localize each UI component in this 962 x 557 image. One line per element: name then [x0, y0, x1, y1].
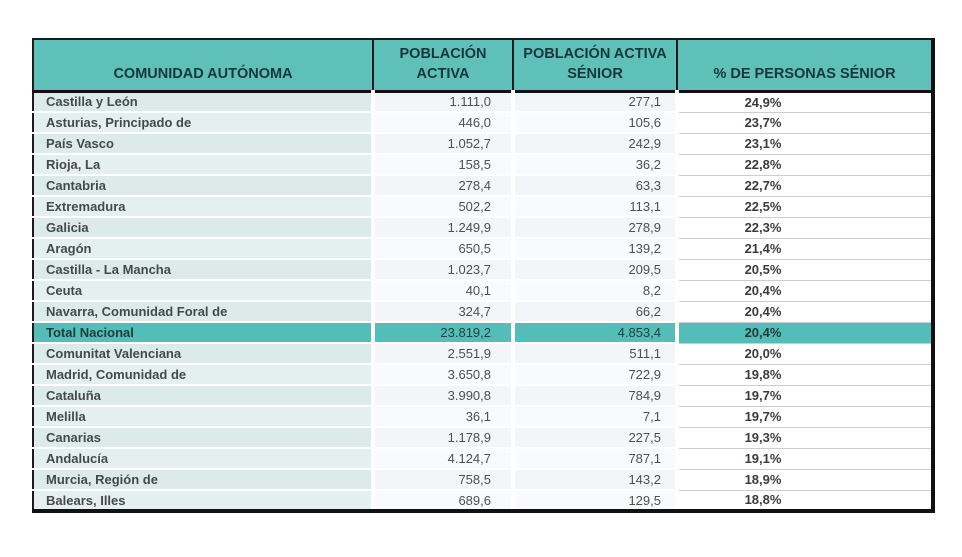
table-row [33, 490, 933, 511]
cell-pct-personas-senior: 19,8% [677, 364, 933, 385]
table-row [33, 238, 933, 259]
cell-poblacion-activa: 4.124,7 [373, 448, 513, 469]
cell-poblacion-activa-senior: 277,1 [513, 91, 677, 112]
col-header-comunidad-autonoma: COMUNIDAD AUTÓNOMA [33, 39, 373, 91]
cell-poblacion-activa-senior: 139,2 [513, 238, 677, 259]
col-header-poblacion-activa: POBLACIÓN ACTIVA [373, 39, 513, 91]
cell-pct-personas-senior: 19,3% [677, 427, 933, 448]
population-table [32, 38, 935, 513]
cell-comunidad: Castilla - La Mancha [33, 259, 373, 280]
cell-poblacion-activa-senior: 511,1 [513, 343, 677, 364]
cell-comunidad: Murcia, Región de [33, 469, 373, 490]
cell-comunidad: Cantabria [33, 175, 373, 196]
cell-poblacion-activa: 158,5 [373, 154, 513, 175]
cell-poblacion-activa-senior: 63,3 [513, 175, 677, 196]
cell-poblacion-activa: 1.178,9 [373, 427, 513, 448]
cell-pct-personas-senior: 20,4% [677, 322, 933, 343]
cell-pct-personas-senior: 23,1% [677, 133, 933, 154]
cell-poblacion-activa-senior: 7,1 [513, 406, 677, 427]
cell-poblacion-activa-senior: 722,9 [513, 364, 677, 385]
cell-poblacion-activa: 502,2 [373, 196, 513, 217]
cell-comunidad: Navarra, Comunidad Foral de [33, 301, 373, 322]
table-row [33, 469, 933, 490]
cell-comunidad: Comunitat Valenciana [33, 343, 373, 364]
cell-pct-personas-senior: 21,4% [677, 238, 933, 259]
cell-comunidad: Andalucía [33, 448, 373, 469]
cell-pct-personas-senior: 19,7% [677, 385, 933, 406]
cell-comunidad: Rioja, La [33, 154, 373, 175]
cell-pct-personas-senior: 18,9% [677, 469, 933, 490]
cell-poblacion-activa-senior: 36,2 [513, 154, 677, 175]
cell-comunidad: Ceuta [33, 280, 373, 301]
table-header [33, 39, 933, 91]
cell-poblacion-activa-senior: 787,1 [513, 448, 677, 469]
cell-poblacion-activa-senior: 129,5 [513, 490, 677, 511]
cell-pct-personas-senior: 23,7% [677, 112, 933, 133]
cell-poblacion-activa-senior: 227,5 [513, 427, 677, 448]
table-body [33, 91, 933, 511]
col-header-pct-personas-senior: % DE PERSONAS SÉNIOR [677, 39, 933, 91]
cell-poblacion-activa-senior: 105,6 [513, 112, 677, 133]
cell-poblacion-activa: 446,0 [373, 112, 513, 133]
table-row [33, 301, 933, 322]
cell-poblacion-activa: 650,5 [373, 238, 513, 259]
cell-poblacion-activa: 689,6 [373, 490, 513, 511]
cell-poblacion-activa-senior: 209,5 [513, 259, 677, 280]
cell-comunidad: Asturias, Principado de [33, 112, 373, 133]
table-row [33, 364, 933, 385]
table-row [33, 427, 933, 448]
cell-poblacion-activa: 3.990,8 [373, 385, 513, 406]
table-row [33, 133, 933, 154]
header-row [33, 39, 933, 91]
cell-poblacion-activa: 3.650,8 [373, 364, 513, 385]
cell-poblacion-activa: 40,1 [373, 280, 513, 301]
cell-pct-personas-senior: 19,1% [677, 448, 933, 469]
cell-poblacion-activa-senior: 278,9 [513, 217, 677, 238]
cell-poblacion-activa: 1.052,7 [373, 133, 513, 154]
cell-comunidad: Galicia [33, 217, 373, 238]
table-row [33, 217, 933, 238]
cell-comunidad: Madrid, Comunidad de [33, 364, 373, 385]
table-row [33, 448, 933, 469]
cell-poblacion-activa-senior: 8,2 [513, 280, 677, 301]
cell-comunidad: Canarias [33, 427, 373, 448]
total-row [33, 322, 933, 343]
table-row [33, 91, 933, 112]
table-row [33, 112, 933, 133]
cell-comunidad: Aragón [33, 238, 373, 259]
table-row [33, 406, 933, 427]
cell-poblacion-activa-senior: 143,2 [513, 469, 677, 490]
cell-comunidad: Cataluña [33, 385, 373, 406]
cell-pct-personas-senior: 22,8% [677, 154, 933, 175]
cell-comunidad: País Vasco [33, 133, 373, 154]
cell-poblacion-activa: 1.111,0 [373, 91, 513, 112]
cell-comunidad: Melilla [33, 406, 373, 427]
table-row [33, 196, 933, 217]
cell-poblacion-activa: 758,5 [373, 469, 513, 490]
col-header-poblacion-activa-senior: POBLACIÓN ACTIVA SÉNIOR [513, 39, 677, 91]
table-row [33, 280, 933, 301]
cell-pct-personas-senior: 22,7% [677, 175, 933, 196]
cell-pct-personas-senior: 24,9% [677, 91, 933, 112]
cell-poblacion-activa-senior: 4.853,4 [513, 322, 677, 343]
cell-comunidad: Extremadura [33, 196, 373, 217]
cell-poblacion-activa: 1.023,7 [373, 259, 513, 280]
cell-poblacion-activa-senior: 784,9 [513, 385, 677, 406]
cell-pct-personas-senior: 20,0% [677, 343, 933, 364]
cell-pct-personas-senior: 20,4% [677, 301, 933, 322]
cell-pct-personas-senior: 20,4% [677, 280, 933, 301]
cell-poblacion-activa: 23.819,2 [373, 322, 513, 343]
table-row [33, 175, 933, 196]
table-row [33, 343, 933, 364]
cell-pct-personas-senior: 22,5% [677, 196, 933, 217]
cell-pct-personas-senior: 18,8% [677, 490, 933, 511]
cell-poblacion-activa: 1.249,9 [373, 217, 513, 238]
cell-pct-personas-senior: 22,3% [677, 217, 933, 238]
population-table-graphic [32, 38, 932, 513]
cell-poblacion-activa-senior: 242,9 [513, 133, 677, 154]
cell-poblacion-activa: 2.551,9 [373, 343, 513, 364]
cell-poblacion-activa-senior: 113,1 [513, 196, 677, 217]
cell-comunidad: Total Nacional [33, 322, 373, 343]
cell-pct-personas-senior: 20,5% [677, 259, 933, 280]
cell-comunidad: Balears, Illes [33, 490, 373, 511]
cell-poblacion-activa: 324,7 [373, 301, 513, 322]
cell-poblacion-activa: 278,4 [373, 175, 513, 196]
table-row [33, 154, 933, 175]
cell-poblacion-activa: 36,1 [373, 406, 513, 427]
cell-comunidad: Castilla y León [33, 91, 373, 112]
cell-poblacion-activa-senior: 66,2 [513, 301, 677, 322]
cell-pct-personas-senior: 19,7% [677, 406, 933, 427]
table-row [33, 259, 933, 280]
table-row [33, 385, 933, 406]
